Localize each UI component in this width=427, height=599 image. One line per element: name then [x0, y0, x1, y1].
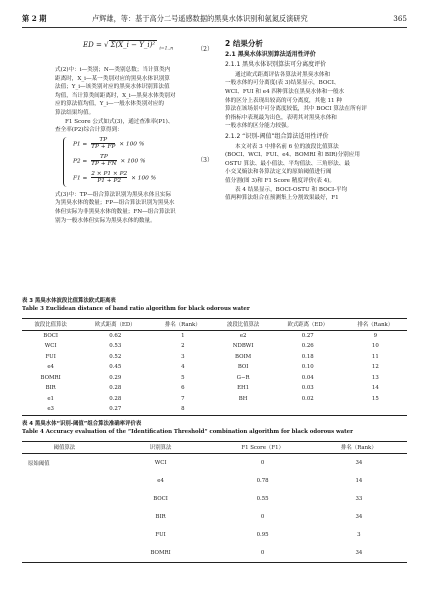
table-cell: FUI — [155, 531, 166, 538]
table-cell: 0.26 — [301, 343, 314, 350]
table-cell: 12 — [371, 364, 379, 371]
table-cell — [272, 404, 344, 415]
text-line: 法值；Y_i—该类别对应的黑臭水体识别算法值 — [55, 84, 170, 91]
header-rule — [22, 27, 407, 28]
table-cell: e2 — [239, 332, 247, 339]
section-heading-2: 2 结果分析 — [225, 39, 263, 48]
table-cell: e4 — [47, 364, 54, 371]
equation-2: ED = √ Σ(X_i − Y_i)² $_{i=1..n}$ （2） — [83, 41, 213, 53]
table-cell: 0 — [260, 459, 265, 466]
text-line: 通过欧式距离评估各算法对黑臭水体和 — [235, 71, 331, 78]
table-row — [22, 472, 407, 490]
table4-header-row — [22, 442, 407, 454]
eq3-line-p1 — [73, 137, 144, 151]
eq3-f1-lhs: F1 = — [73, 175, 88, 182]
table-cell: 5 — [181, 374, 185, 381]
text-line: 别为一般水体但实际为黑臭水体的数量。 — [55, 217, 156, 224]
table-cell — [22, 508, 107, 526]
table-cell: 0.04 — [301, 374, 314, 381]
text-line: 均值，当计算类间距离时，X_i—黑臭水体类别对 — [55, 92, 176, 99]
eq3-p2-fraction — [91, 154, 116, 168]
text-line: 式(2)中：i—类别；N—类别总数；当计算类内 — [55, 67, 171, 73]
table-cell: 0.27 — [301, 332, 314, 339]
table-row — [22, 490, 407, 508]
text-line: 应的算法值均值，Y_i—一般水体类别对应的 — [55, 101, 164, 108]
text-line: 一般水体的可分离度(表 3)结果显示，BOCI、 — [225, 80, 340, 87]
table-cell — [22, 526, 107, 544]
text-line: WCI、FUI 和 e4 四种算法在黑臭水体和一般水 — [225, 88, 345, 95]
table3-header-cell: 波段比值算法 — [22, 319, 79, 331]
page-number: 365 — [393, 14, 407, 23]
table-cell: 0.55 — [256, 495, 269, 502]
eq3-p2-tail: × 100 % — [120, 158, 146, 165]
table-cell — [22, 544, 107, 563]
table-cell: 0 — [214, 544, 310, 563]
text-line: 式(3)中：TP—组合算法识别为黑臭水体且实际 — [55, 191, 172, 198]
eq2-radicand: Σ(X_i − Y_i)² — [110, 41, 156, 49]
table-cell: e1 — [47, 395, 54, 402]
table4-caption — [22, 421, 353, 436]
table-cell: WCI — [44, 343, 57, 350]
table3-caption-en: Table 3 Euclidean distance of band ratio algorithm for black odorous water — [22, 305, 250, 312]
table-cell: e4 — [157, 477, 164, 484]
table-cell: 0.02 — [301, 395, 314, 402]
eq3-p2-denominator: TP + FN — [91, 161, 117, 168]
eq3-p2-numerator: TP — [99, 153, 108, 160]
text-line: 查全率(P2)综合计算得到： — [55, 127, 123, 134]
table4-header-cell: F1 Score（F1） — [214, 442, 310, 454]
table-row — [22, 362, 407, 373]
section-heading-2-1: 2.1 黑臭水体识别算法适用性评价 — [225, 50, 316, 58]
section-heading-2-1-1: 2.1.1 黑臭水体识别算法可分离度评价 — [225, 61, 327, 69]
table-cell — [344, 404, 407, 415]
text-line: 值两种算法组合在预测集上分割效果最好，F1 — [225, 195, 339, 202]
text-line: 算法在该场景中可分离度较低，其中 BOCI 算法在所有评 — [225, 106, 367, 113]
text-line: F1 Score 公式如式(3)，通过查准率(P1)、 — [65, 118, 174, 125]
table4-header-cell: 识别算法 — [107, 442, 215, 454]
paragraph-eq2-definitions — [55, 66, 213, 118]
table-cell: 3 — [181, 353, 185, 360]
text-line: 价指标中表现最为出色，表明其对黑臭水体和 — [225, 114, 337, 121]
left-column — [55, 36, 213, 225]
right-column — [225, 36, 405, 203]
text-line: 为黑臭水体的数量；FP—组合算法识别为黑臭水 — [55, 200, 175, 207]
paragraph-combination — [225, 143, 405, 203]
table-cell: 4 — [181, 364, 185, 371]
text-line: OSTU 算法、最小值法、平均值法、三角形法、最 — [225, 160, 350, 167]
table-cell: 11 — [371, 353, 379, 360]
table-cell: 0.53 — [109, 343, 122, 350]
eq3-p1-fraction — [91, 137, 115, 151]
paragraph-separability — [225, 71, 405, 131]
table-cell: 34 — [311, 544, 407, 563]
table4 — [22, 441, 407, 563]
table-cell: BIR — [155, 513, 166, 520]
table-cell: BH — [238, 395, 248, 402]
eq3-number: （3） — [197, 156, 213, 164]
table-cell: BOCI — [43, 332, 59, 339]
table-cell: EH1 — [237, 385, 250, 392]
issue-number: 第 2 期 — [22, 14, 47, 23]
eq3-p1-numerator: TP — [99, 136, 108, 143]
table-cell: WCI — [154, 459, 167, 466]
table-row — [22, 373, 407, 384]
table-cell: 8 — [151, 404, 214, 415]
table-cell: 15 — [371, 395, 379, 402]
eq3-f1-numerator: 2 × P1 × P2 — [91, 170, 128, 177]
table-cell: 0.62 — [109, 332, 122, 339]
eq3-f1-fraction — [91, 171, 127, 185]
table-cell: 0.28 — [109, 385, 122, 392]
eq2-sum-range: i=1..n — [159, 46, 174, 52]
text-line: 本文对表 3 中排名前 6 位的波段比值算法 — [235, 143, 339, 150]
equation-brace — [63, 137, 69, 187]
table-cell: BOMRI — [40, 374, 61, 381]
table-cell: BOCI — [153, 495, 168, 502]
paragraph-eq3-definitions — [55, 191, 213, 225]
paragraph-f1-intro — [55, 118, 213, 135]
eq2-number: （2） — [197, 46, 213, 53]
table-cell: 0.03 — [301, 385, 314, 392]
text-line: 表 4 结果显示，BOCI-OSTU 和 BOCI-平均 — [235, 186, 348, 193]
table4-header-cell: 阈值算法 — [22, 442, 107, 454]
table-cell: 0.27 — [79, 404, 151, 415]
table-cell: 9 — [373, 332, 378, 339]
table-cell: 0.29 — [109, 374, 122, 381]
table-cell: 0.10 — [301, 364, 314, 371]
table3-header-cell: 欧式距离（ED） — [272, 319, 344, 331]
table4-caption-cn: 表 4 黑臭水体“识别-阈值”组合算法准确率评价表 — [22, 421, 142, 427]
eq3-p1-denominator: TP + FP — [91, 144, 116, 151]
text-line: 小交叉熵法和各算法定义的原始阈值进行阈 — [225, 169, 332, 176]
section-heading-2-1-2: 2.1.2 “识别-阈值”组合算法适用性评价 — [225, 132, 329, 140]
eq2-lhs: ED = — [83, 41, 102, 49]
table-cell: 0.52 — [109, 353, 122, 360]
eq3-f1-tail: × 100 % — [131, 175, 157, 182]
table-cell: 34 — [355, 459, 363, 466]
eq3-line-f1 — [73, 171, 156, 185]
table-cell: 0.95 — [256, 531, 269, 538]
table-row — [22, 544, 407, 563]
text-line: 体的区分上表现出较高的可分离度，其他 11 种 — [225, 97, 342, 104]
table-cell: 14 — [371, 385, 379, 392]
table-cell: 0.45 — [109, 364, 122, 371]
table-row — [22, 341, 407, 352]
table-row — [22, 453, 407, 472]
table-cell: BOMRI — [107, 544, 215, 563]
table-cell: 0 — [260, 513, 265, 520]
running-header — [22, 14, 407, 26]
text-line: (BOCI、WCI、FUI、e4、BOMRI 和 BIR)分别应用 — [225, 152, 360, 159]
table-row — [22, 508, 407, 526]
eq3-p1-tail: × 100 % — [119, 141, 145, 148]
eq3-p2-lhs: P2 = — [73, 158, 88, 165]
running-title: 卢辉雄，等：基于高分二号遥感数据的黑臭水体识别和氨氮反演研究 — [92, 14, 308, 23]
table-row — [22, 330, 407, 341]
table-cell — [22, 472, 107, 490]
table-cell: 2 — [181, 343, 185, 350]
table-cell: 13 — [371, 374, 379, 381]
table-cell: 3 — [357, 531, 361, 538]
table-cell: 1 — [181, 332, 185, 339]
table-cell — [214, 404, 271, 415]
table-row — [22, 383, 407, 394]
table-cell: FUI — [45, 353, 56, 360]
table3-header-cell: 排名（Rank） — [344, 319, 407, 331]
table3-header-cell: 波段比值算法 — [214, 319, 271, 331]
table-cell: 7 — [181, 395, 185, 402]
table3-header-row — [22, 319, 407, 331]
table3-caption-cn: 表 3 黑臭水体波段比值算法欧式距离表 — [22, 298, 116, 304]
table-cell: 0.78 — [256, 477, 269, 484]
table4-caption-en: Table 4 Accuracy evaluation of the “Identification Threshold” combination algorithm for black odorous water — [22, 428, 353, 435]
table-cell: 33 — [355, 495, 363, 502]
table3-caption — [22, 298, 250, 313]
table-cell: BIR — [45, 385, 56, 392]
text-line: 体但实际为非黑臭水体的数量；FN—组合算法识 — [55, 208, 176, 215]
table-cell: NDBWI — [232, 343, 254, 350]
table-row — [22, 394, 407, 405]
equation-3 — [55, 137, 213, 189]
table3 — [22, 318, 407, 416]
table-row — [22, 404, 407, 415]
table3-header-cell: 排名（Rank） — [151, 319, 214, 331]
table-cell: e3 — [22, 404, 79, 415]
table-cell: 0.18 — [301, 353, 314, 360]
table-cell: 6 — [181, 385, 185, 392]
table-cell: 原始阈值 — [28, 460, 50, 467]
table-cell: 34 — [355, 513, 363, 520]
text-line: 距离时，X_i—某一类别对应的黑臭水体识别算 — [55, 75, 170, 82]
table-cell: 0.28 — [109, 395, 122, 402]
table3-header-cell: 欧式距离（ED） — [79, 319, 151, 331]
table-cell: G−R — [236, 374, 250, 381]
table-cell: 14 — [355, 477, 363, 484]
table4-header-cell: 排名（Rank） — [311, 442, 407, 454]
table-cell: 10 — [371, 343, 379, 350]
table-row — [22, 352, 407, 363]
eq3-f1-denominator: P1 + P2 — [91, 177, 127, 185]
text-line: 一般水体的区分能力较强。 — [225, 123, 293, 130]
eq3-p1-lhs: P1 = — [73, 141, 88, 148]
table-cell: BOIM — [235, 353, 252, 360]
table-cell — [22, 490, 107, 508]
text-line: 值分割(图 3)和 F1 Score 精度评价(表 4)。 — [225, 177, 336, 184]
text-line: 算法结果均值。 — [55, 109, 95, 116]
eq3-line-p2 — [73, 154, 146, 168]
table-cell: BOI — [237, 364, 249, 371]
table-row — [22, 526, 407, 544]
